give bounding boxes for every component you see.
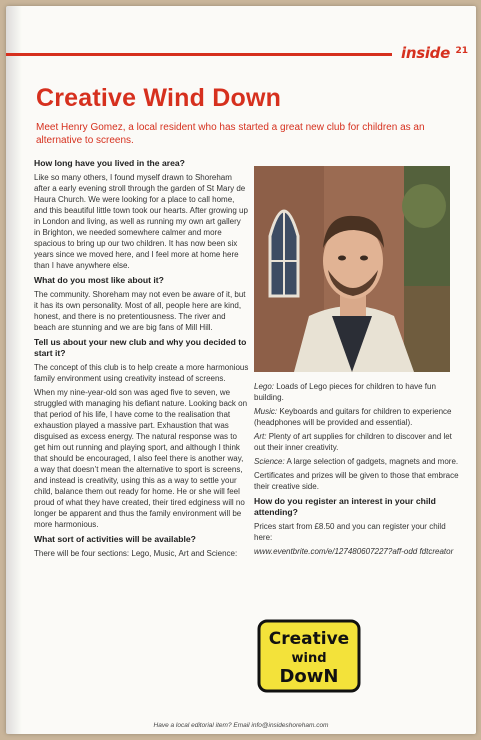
activity-text: Loads of Lego pieces for children to have fun building. [254, 382, 436, 402]
article-title: Creative Wind Down [36, 84, 282, 112]
answer-paragraph: The concept of this club is to help create a more harmonious family environment using creativity instead of screens. [34, 363, 249, 383]
activity-text: Keyboards and guitars for children to experience (headphones will be provided and essential). [254, 407, 452, 427]
portrait-photo [254, 166, 450, 372]
question-heading: Tell us about your new club and why you decided to start it? [34, 337, 247, 358]
activity-label: Music: [254, 407, 278, 416]
activity-lego [254, 381, 459, 403]
answer-paragraph: When my nine-year-old son was aged five to seven, we struggled with managing his defiant nature. Looking back on that period of his life, I have come to the realisation that exhaustion played a massive part. Exhaustion that was disguised as excess energy. The natural response was to get him out running and playing sport, and although I think that should be encouraged, I also feel there is another way, a way that doesn’t mean the alternative to sport is screens, and instead is creativity, using this as a way to settle your child, balance them out ready for home. He or she will feel proud of what they have created, their tired edginess will no longer be apparent and thus the family environment will be more harmonious. [34, 388, 248, 529]
logo-line-1: Creative [268, 629, 350, 649]
activity-music [254, 406, 459, 428]
left-column [34, 154, 249, 562]
question-heading: What do you most like about it? [34, 275, 164, 285]
header-rule [6, 53, 392, 56]
creative-wind-down-logo [256, 618, 362, 694]
logo-line-2: wind [291, 651, 327, 666]
answer-paragraph: Prices start from £8.50 and you can register your child here: [254, 522, 446, 542]
question-heading: What sort of activities will be available? [34, 534, 196, 544]
magazine-page [6, 6, 476, 734]
activity-text: A large selection of gadgets, magnets and more. [286, 457, 459, 466]
activity-label: Science: [254, 457, 285, 466]
right-column [254, 381, 459, 560]
logo-line-3: DowN [279, 666, 339, 687]
magazine-brand: inside [400, 44, 450, 62]
activity-science [254, 456, 459, 467]
answer-paragraph: The community. Shoreham may not even be aware of it, but it has its own personality. Most of all, people here are kind, honest, and there is no pretentiousness. The river and beach are stunning and we are big fans of Mill Hill. [34, 290, 246, 332]
activity-label: Art: [254, 432, 267, 441]
answer-paragraph: There will be four sections: Lego, Music, Art and Science: [34, 549, 238, 558]
answer-paragraph: Like so many others, I found myself drawn to Shoreham after a early evening stroll through the garden of St Mary de Haura Church. We were looking for a place to call home, and this beautiful little town took our hearts. After growing up in London and living, as well as running my own art gallery in Brighton, we needed somewhere calmer and more spacious to bring up our two children. It has now been six years since we moved here, and I feel more at home here than I have anywhere else. [34, 173, 248, 270]
page-number: 21 [455, 46, 468, 56]
activity-text: Plenty of art supplies for children to discover and let out their inner creativity. [254, 432, 452, 452]
page-gutter-shadow [6, 6, 22, 734]
article-intro: Meet Henry Gomez, a local resident who has started a great new club for children as an alternative to screens. [36, 122, 425, 146]
registration-link: www.eventbrite.com/e/127480607227?aff-odd fdtcreator [254, 547, 454, 556]
portrait-illustration [254, 166, 450, 372]
question-heading: How long have you lived in the area? [34, 158, 185, 168]
activity-label: Lego: [254, 382, 275, 391]
certificates-paragraph: Certificates and prizes will be given to those that embrace their creative side. [254, 471, 459, 491]
activity-art [254, 431, 459, 453]
page-footer: Have a local editorial item? Email info@insideshoreham.com [153, 722, 329, 729]
question-heading: How do you register an interest in your child attending? [254, 496, 436, 517]
